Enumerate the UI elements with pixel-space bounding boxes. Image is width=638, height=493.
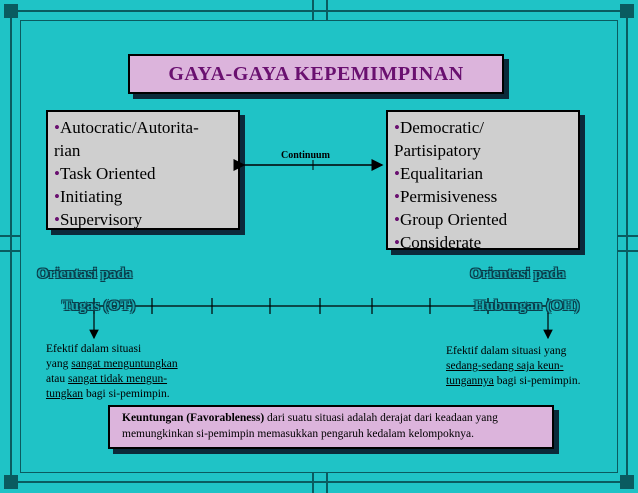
favorableness-note: Keuntungan (Favorableness) dari suatu situasi adalah derajat dari keadaan yang memungkinkan si-pemimpin memasukkan pengaruh kedalam kelompoknya. — [108, 405, 554, 449]
note-term: Keuntungan (Favorableness) — [122, 412, 265, 424]
right-item-4: •Group Oriented — [394, 210, 508, 229]
right-item-1: •Democratic/ — [394, 118, 484, 137]
right-item-1-cont: Partisipatory — [394, 141, 481, 160]
slide-title: GAYA-GAYA KEPEMIMPINAN — [128, 54, 504, 94]
right-item-2: •Equalitarian — [394, 164, 484, 183]
left-item-1-cont: rian — [54, 141, 81, 160]
left-item-2: •Task Oriented — [54, 164, 156, 183]
left-item-3: •Initiating — [54, 187, 123, 206]
left-orientation-label: Tugas (OT) — [62, 298, 136, 314]
left-item-1: •Autocratic/Autorita- — [54, 118, 199, 137]
right-orientation-label: Hubungan (OH) — [474, 298, 580, 314]
right-orientation-title: Orientasi pada — [470, 266, 566, 282]
left-orientation-title: Orientasi pada — [37, 266, 133, 282]
continuum-label: Continuum — [281, 150, 330, 161]
right-item-3: •Permisiveness — [394, 187, 498, 206]
right-item-5: •Considerate — [394, 233, 482, 252]
left-item-4: •Supervisory — [54, 210, 143, 229]
left-description: Efektif dalam situasi yang sangat menguntungkan atau sangat tidak mengun- tungkan bagi si-pemimpin. — [46, 343, 178, 400]
right-description: Efektif dalam situasi yang sedang-sedang saja keun- tungannya bagi si-pemimpin. — [446, 345, 581, 387]
